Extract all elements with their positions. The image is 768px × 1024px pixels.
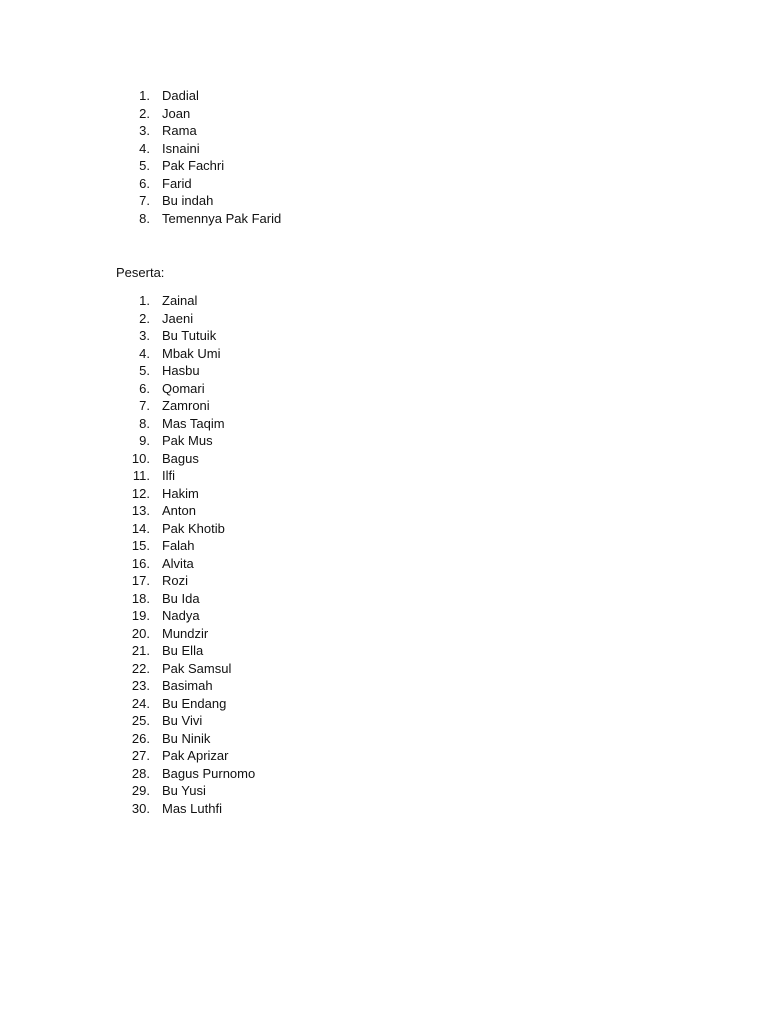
list-item bbox=[0, 415, 768, 433]
list-item bbox=[0, 485, 768, 503]
list-item bbox=[0, 607, 768, 625]
list-item-number: 13. bbox=[131, 503, 150, 518]
list-item-number: 5. bbox=[139, 158, 150, 173]
list-item-number: 19. bbox=[131, 608, 150, 623]
list-item bbox=[0, 765, 768, 783]
list-item-name: Pak Aprizar bbox=[162, 748, 229, 763]
list-item-name: Joan bbox=[162, 105, 191, 121]
list-item bbox=[0, 747, 768, 765]
list-item-name: Bu Vivi bbox=[162, 713, 203, 728]
list-item bbox=[0, 345, 768, 363]
list-item-name: Falah bbox=[162, 538, 195, 553]
list-item bbox=[0, 140, 768, 158]
list-item-name: Zainal bbox=[162, 293, 198, 308]
list-item-name: Temennya Pak Farid bbox=[162, 210, 282, 226]
list-item-number: 8. bbox=[139, 415, 150, 431]
list-item bbox=[0, 157, 768, 175]
list-item-name: Mbak Umi bbox=[162, 345, 221, 361]
list-item-number: 23. bbox=[131, 678, 150, 693]
list-item-number: 2. bbox=[139, 310, 150, 326]
list-item-name: Bu indah bbox=[162, 193, 214, 208]
list-item-number: 9. bbox=[139, 433, 150, 448]
list-item-number: 30. bbox=[131, 800, 150, 816]
list-item-number: 1. bbox=[139, 88, 150, 103]
list-item bbox=[0, 625, 768, 643]
list-item bbox=[0, 105, 768, 123]
list-item-number: 28. bbox=[131, 765, 150, 781]
list-item bbox=[0, 555, 768, 573]
list-item bbox=[0, 175, 768, 193]
list-item-number: 27. bbox=[131, 748, 150, 763]
list-item-name: Isnaini bbox=[162, 140, 200, 156]
list-item-name: Bu Ninik bbox=[162, 730, 211, 746]
list-item-number: 21. bbox=[131, 643, 150, 658]
list-item bbox=[0, 362, 768, 380]
list-item bbox=[0, 450, 768, 468]
list-item-name: Pak Fachri bbox=[162, 158, 225, 173]
list-item-name: Bu Ida bbox=[162, 590, 200, 606]
list-item-number: 3. bbox=[139, 328, 150, 343]
list-item-name: Bu Endang bbox=[162, 695, 227, 711]
list-item bbox=[0, 467, 768, 485]
list-item-number: 24. bbox=[131, 695, 150, 711]
list-item-number: 26. bbox=[131, 730, 150, 746]
list-item-name: Hakim bbox=[162, 485, 199, 501]
list-item-number: 4. bbox=[139, 345, 150, 361]
list-item-name: Anton bbox=[162, 503, 196, 518]
list-item-number: 11. bbox=[132, 468, 150, 483]
list-item-number: 3. bbox=[139, 123, 150, 138]
list-item bbox=[0, 87, 768, 105]
list-item bbox=[0, 310, 768, 328]
list-item-number: 25. bbox=[131, 713, 150, 728]
list-item-number: 5. bbox=[139, 363, 150, 378]
first-numbered-list bbox=[0, 87, 768, 227]
list-item-name: Ilfi bbox=[162, 468, 175, 483]
participants-list bbox=[0, 292, 768, 817]
list-item-name: Bagus bbox=[162, 450, 199, 466]
list-item bbox=[0, 572, 768, 590]
list-item-name: Mas Taqim bbox=[162, 415, 225, 431]
list-item-number: 17. bbox=[131, 573, 150, 588]
list-item bbox=[0, 537, 768, 555]
list-item-number: 7. bbox=[139, 398, 150, 413]
list-item bbox=[0, 695, 768, 713]
participants-label: Peserta: bbox=[116, 265, 165, 280]
list-item-number: 10. bbox=[131, 450, 150, 466]
list-item-name: Bagus Purnomo bbox=[162, 765, 256, 781]
list-item-name: Nadya bbox=[162, 608, 200, 623]
list-item-name: Pak Samsul bbox=[162, 660, 232, 676]
list-item-name: Farid bbox=[162, 175, 192, 191]
list-item-name: Pak Mus bbox=[162, 433, 213, 448]
list-item-number: 7. bbox=[139, 193, 150, 208]
list-item bbox=[0, 122, 768, 140]
list-item bbox=[0, 590, 768, 608]
list-item-name: Dadial bbox=[162, 88, 199, 103]
list-item-name: Zamroni bbox=[162, 398, 210, 413]
list-item-number: 8. bbox=[139, 210, 150, 226]
list-item-name: Pak Khotib bbox=[162, 520, 225, 536]
list-item-name: Alvita bbox=[162, 555, 194, 571]
list-item-name: Qomari bbox=[162, 380, 205, 396]
list-item-name: Jaeni bbox=[162, 310, 194, 326]
list-item bbox=[0, 502, 768, 520]
list-item-name: Basimah bbox=[162, 678, 213, 693]
list-item-number: 18. bbox=[131, 590, 150, 606]
list-item-name: Bu Ella bbox=[162, 643, 204, 658]
list-item bbox=[0, 327, 768, 345]
list-item bbox=[0, 520, 768, 538]
list-item bbox=[0, 432, 768, 450]
list-item-name: Bu Tutuik bbox=[162, 328, 217, 343]
list-item-number: 15. bbox=[131, 538, 150, 553]
list-item bbox=[0, 210, 768, 228]
list-item bbox=[0, 782, 768, 800]
list-item bbox=[0, 712, 768, 730]
list-item-number: 22. bbox=[131, 660, 150, 676]
list-item-name: Mas Luthfi bbox=[162, 800, 222, 816]
list-item-number: 16. bbox=[131, 555, 150, 571]
list-item-number: 14. bbox=[131, 520, 150, 536]
list-item bbox=[0, 677, 768, 695]
list-item bbox=[0, 380, 768, 398]
list-item-number: 6. bbox=[139, 380, 150, 396]
list-item-number: 2. bbox=[139, 105, 150, 121]
list-item-number: 4. bbox=[139, 140, 150, 156]
list-item bbox=[0, 660, 768, 678]
list-item bbox=[0, 642, 768, 660]
list-item bbox=[0, 800, 768, 818]
list-item-number: 29. bbox=[131, 783, 150, 798]
list-item-number: 1. bbox=[139, 293, 150, 308]
list-item bbox=[0, 397, 768, 415]
list-item-name: Rozi bbox=[162, 573, 189, 588]
list-item bbox=[0, 730, 768, 748]
list-item-name: Rama bbox=[162, 123, 197, 138]
list-item-number: 6. bbox=[139, 175, 150, 191]
list-item bbox=[0, 192, 768, 210]
list-item-number: 12. bbox=[131, 485, 150, 501]
list-item-name: Mundzir bbox=[162, 625, 209, 641]
list-item-number: 20. bbox=[131, 625, 150, 641]
list-item bbox=[0, 292, 768, 310]
list-item-name: Bu Yusi bbox=[162, 783, 206, 798]
list-item-name: Hasbu bbox=[162, 363, 200, 378]
